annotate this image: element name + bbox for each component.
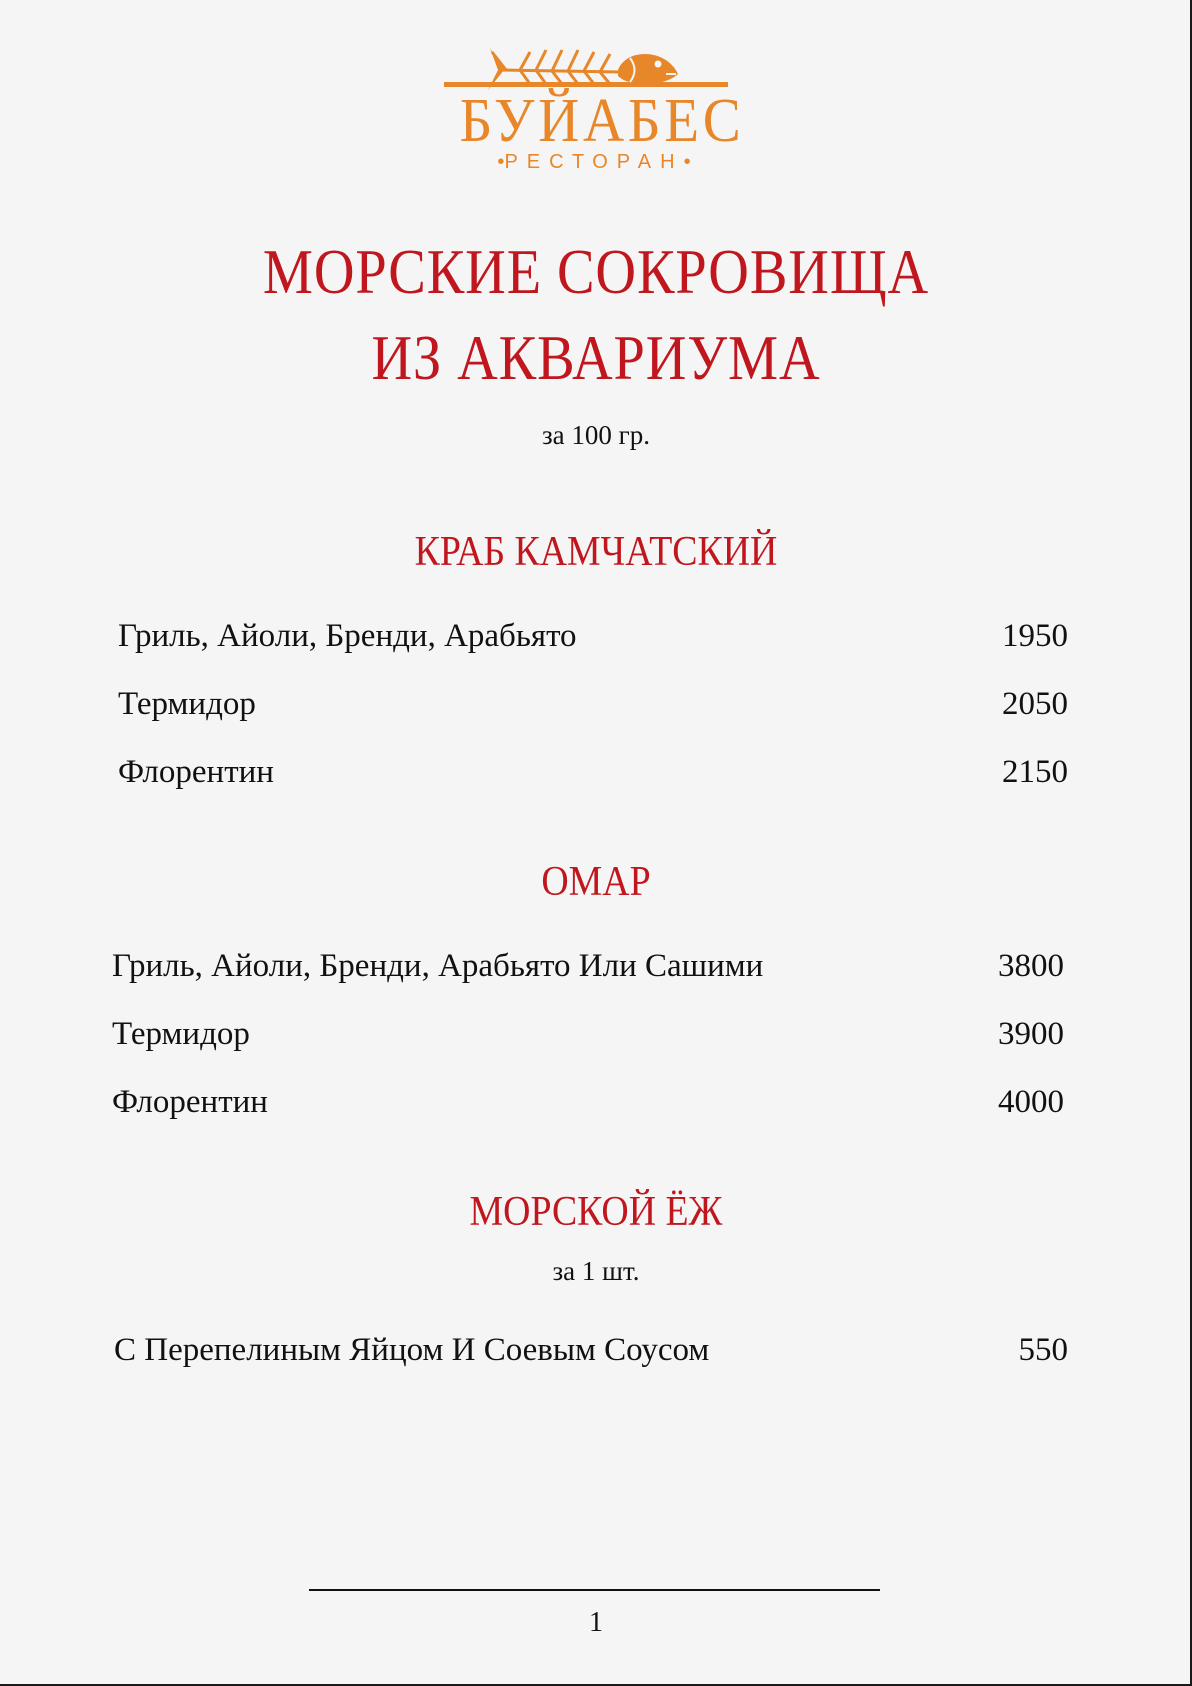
- page-title-line-1: МОРСКИЕ СОКРОВИЩА: [262, 236, 930, 307]
- menu-item-name: Термидор: [112, 1016, 250, 1052]
- menu-item-price: 3900: [998, 1016, 1064, 1052]
- page-number: 1: [589, 1607, 603, 1638]
- section-title-crab: КРАБ КАМЧАТСКИЙ: [414, 529, 778, 575]
- menu-item-name: С Перепелиным Яйцом И Соевым Соусом: [114, 1332, 710, 1368]
- menu-item-price: 4000: [998, 1084, 1064, 1120]
- menu-item-price: 2150: [1002, 754, 1068, 790]
- menu-item-price: 1950: [1002, 618, 1068, 654]
- piece-note: за 1 шт.: [552, 1256, 640, 1286]
- logo-name: БУЙАБЕС: [459, 87, 745, 155]
- menu-item-name: Гриль, Айоли, Бренди, Арабьято: [118, 618, 577, 654]
- logo-subtitle: •РЕСТОРАН•: [497, 151, 691, 173]
- weight-note: за 100 гр.: [542, 420, 650, 450]
- section-title-sea-urchin: МОРСКОЙ ЁЖ: [469, 1189, 723, 1235]
- menu-item-name: Термидор: [118, 686, 256, 722]
- menu-item-price: 3800: [998, 948, 1064, 984]
- section-title-lobster: ОМАР: [541, 859, 651, 905]
- menu-item-name: Флорентин: [112, 1084, 268, 1120]
- page-title-line-2: ИЗ АКВАРИУМА: [371, 322, 821, 393]
- footer-divider: [309, 1589, 880, 1591]
- restaurant-logo: [430, 44, 750, 184]
- menu-item-name: Флорентин: [118, 754, 274, 790]
- menu-item-name: Гриль, Айоли, Бренди, Арабьято Или Сашими: [112, 948, 764, 984]
- menu-item-price: 550: [1018, 1332, 1068, 1368]
- menu-item-price: 2050: [1002, 686, 1068, 722]
